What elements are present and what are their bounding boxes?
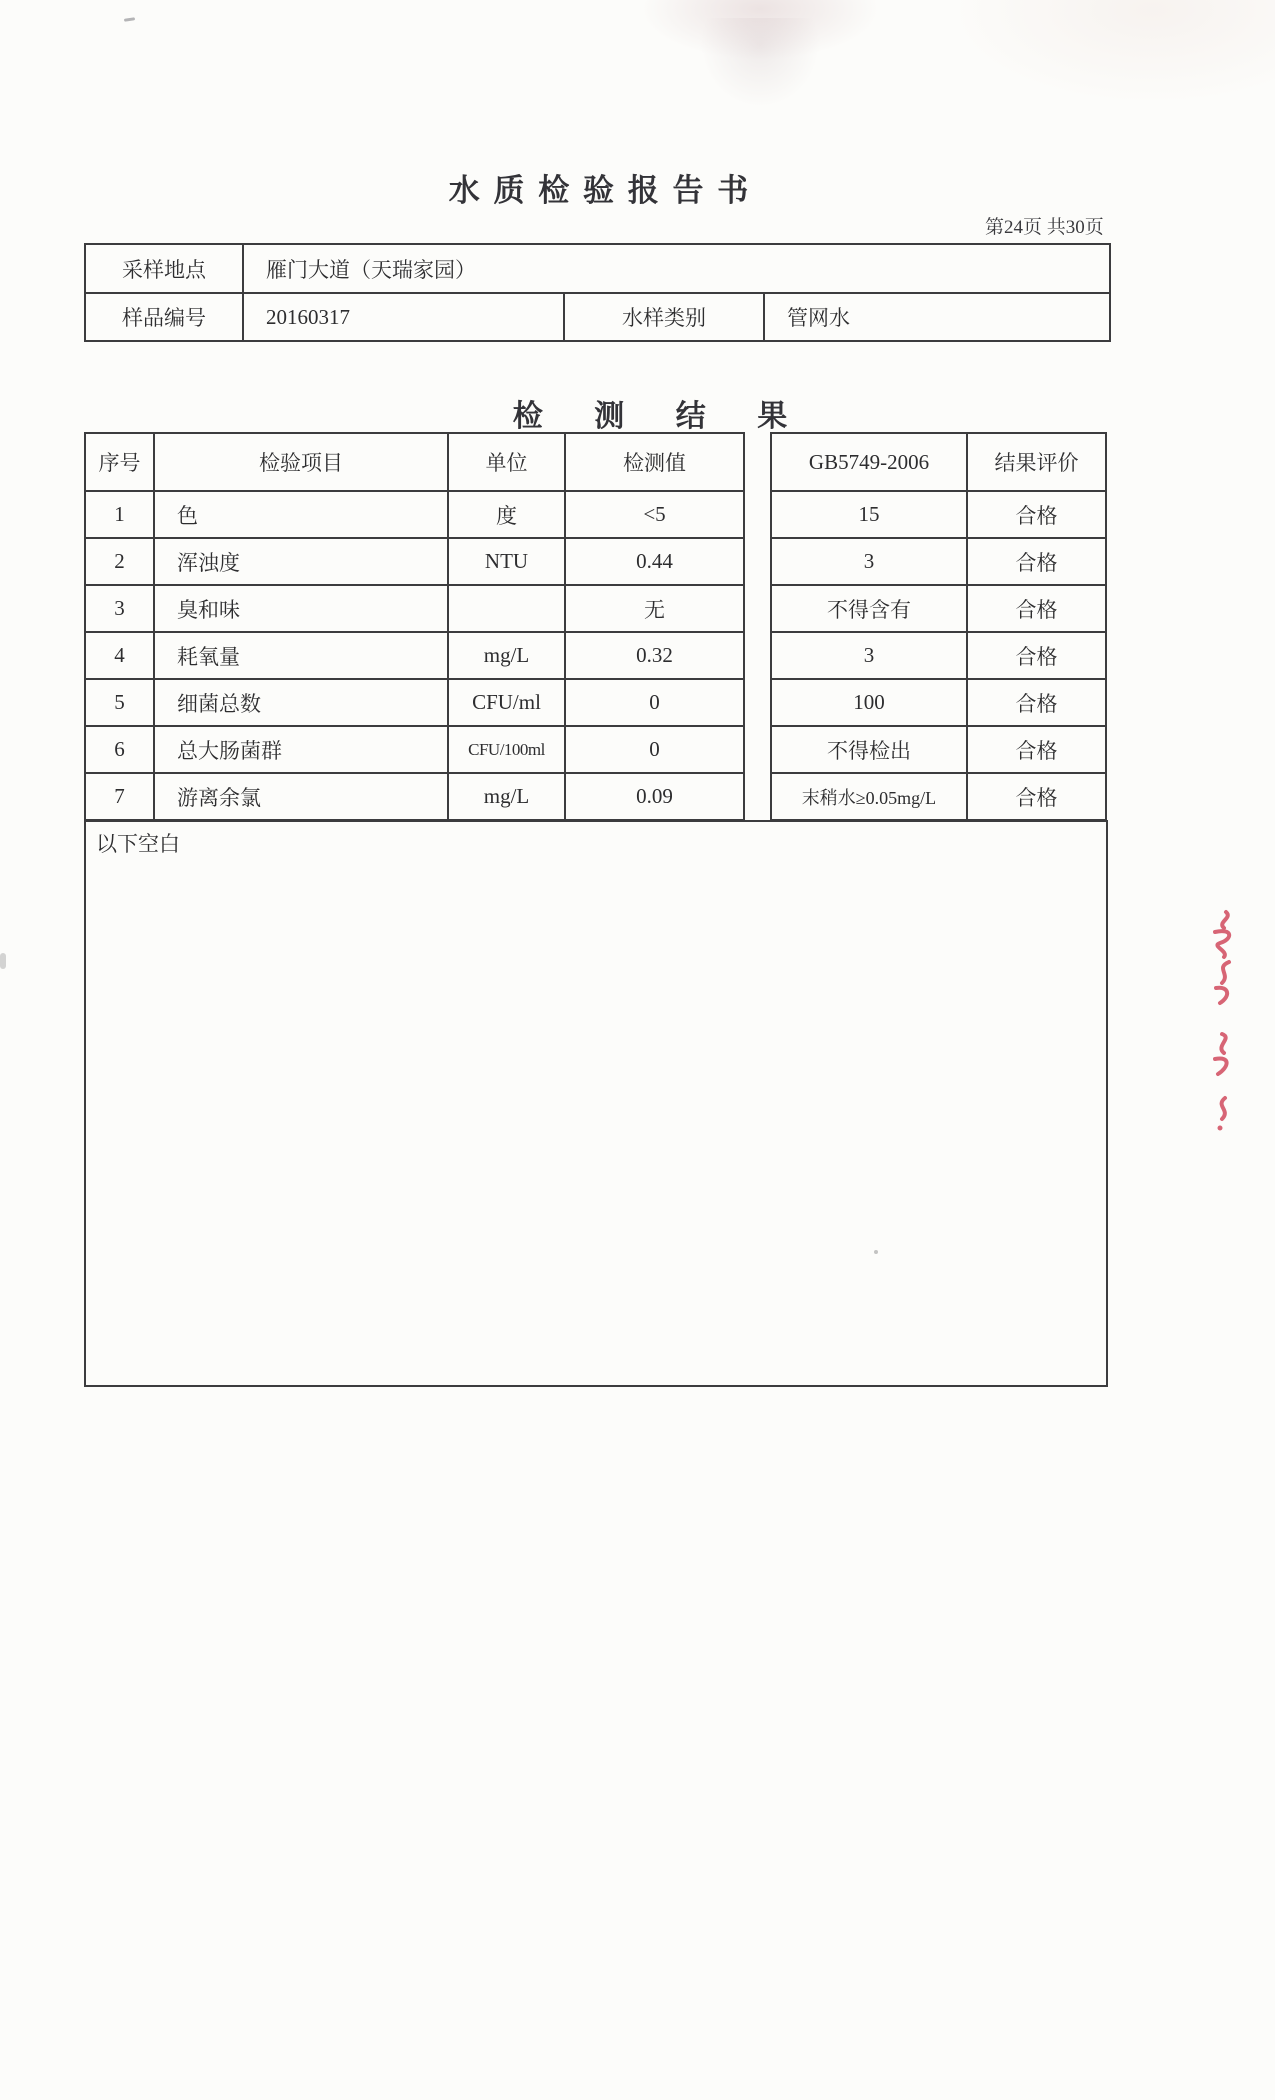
result-standard: 3 — [772, 537, 966, 584]
result-evaluation: 合格 — [966, 584, 1105, 631]
result-item: 细菌总数 — [153, 678, 447, 725]
result-evaluation: 合格 — [966, 725, 1105, 772]
result-item: 游离余氯 — [153, 772, 447, 819]
result-standard: 3 — [772, 631, 966, 678]
scan-speck — [124, 17, 135, 22]
result-unit: CFU/ml — [447, 678, 564, 725]
result-index: 2 — [86, 537, 153, 584]
blank-area — [84, 820, 1108, 1387]
result-unit: mg/L — [447, 772, 564, 819]
result-index: 6 — [86, 725, 153, 772]
result-item: 耗氧量 — [153, 631, 447, 678]
result-standard: 100 — [772, 678, 966, 725]
result-unit: CFU/100ml — [447, 725, 564, 772]
page-title: 水 质 检 验 报 告 书 — [448, 173, 752, 208]
result-unit — [447, 584, 564, 631]
result-measured: 无 — [564, 584, 743, 631]
sample-location-label: 采样地点 — [122, 257, 206, 282]
blank-note: 以下空白 — [96, 832, 180, 856]
result-evaluation: 合格 — [966, 631, 1105, 678]
results-table-standard — [770, 432, 1107, 821]
header-index: 序号 — [98, 451, 141, 475]
result-evaluation: 合格 — [966, 490, 1105, 537]
result-unit: 度 — [447, 490, 564, 537]
header-unit: 单位 — [447, 434, 564, 490]
water-type-value: 管网水 — [763, 292, 1109, 340]
result-item: 臭和味 — [153, 584, 447, 631]
red-stamp-mark — [1202, 906, 1248, 1146]
scan-speck — [0, 953, 6, 969]
header-measured: 检测值 — [564, 434, 743, 490]
result-unit: NTU — [447, 537, 564, 584]
result-evaluation: 合格 — [966, 537, 1105, 584]
sample-no-value: 20160317 — [242, 292, 563, 340]
header-standard: GB5749-2006 — [808, 449, 930, 474]
scan-smudge — [640, 0, 880, 60]
result-measured: 0.09 — [564, 772, 743, 819]
result-measured: 0.44 — [564, 537, 743, 584]
result-standard: 末稍水≥0.05mg/L — [772, 772, 966, 819]
sample-info-table — [84, 243, 1111, 342]
water-type-label: 水样类别 — [563, 292, 763, 340]
result-index: 4 — [86, 631, 153, 678]
sample-location-value: 雁门大道（天瑞家园） — [242, 245, 1109, 292]
result-measured: <5 — [564, 490, 743, 537]
results-table-main — [84, 432, 745, 821]
result-item: 色 — [153, 490, 447, 537]
result-measured: 0.32 — [564, 631, 743, 678]
result-evaluation: 合格 — [966, 678, 1105, 725]
scan-smudge — [700, 18, 820, 108]
result-item: 浑浊度 — [153, 537, 447, 584]
scan-smudge — [960, 0, 1275, 100]
result-standard: 不得检出 — [772, 725, 966, 772]
result-index: 5 — [86, 678, 153, 725]
sample-no-label: 样品编号 — [86, 292, 242, 340]
result-standard: 不得含有 — [772, 584, 966, 631]
result-evaluation: 合格 — [966, 772, 1105, 819]
page-indicator: 第24页 共30页 — [985, 217, 1104, 238]
result-index: 1 — [86, 490, 153, 537]
section-title: 检 测 结 果 — [512, 400, 810, 433]
header-evaluation: 结果评价 — [966, 434, 1105, 490]
result-standard: 15 — [772, 490, 966, 537]
result-item: 总大肠菌群 — [153, 725, 447, 772]
result-unit: mg/L — [447, 631, 564, 678]
result-measured: 0 — [564, 678, 743, 725]
result-index: 7 — [86, 772, 153, 819]
result-index: 3 — [86, 584, 153, 631]
result-measured: 0 — [564, 725, 743, 772]
header-item: 检验项目 — [153, 434, 447, 490]
